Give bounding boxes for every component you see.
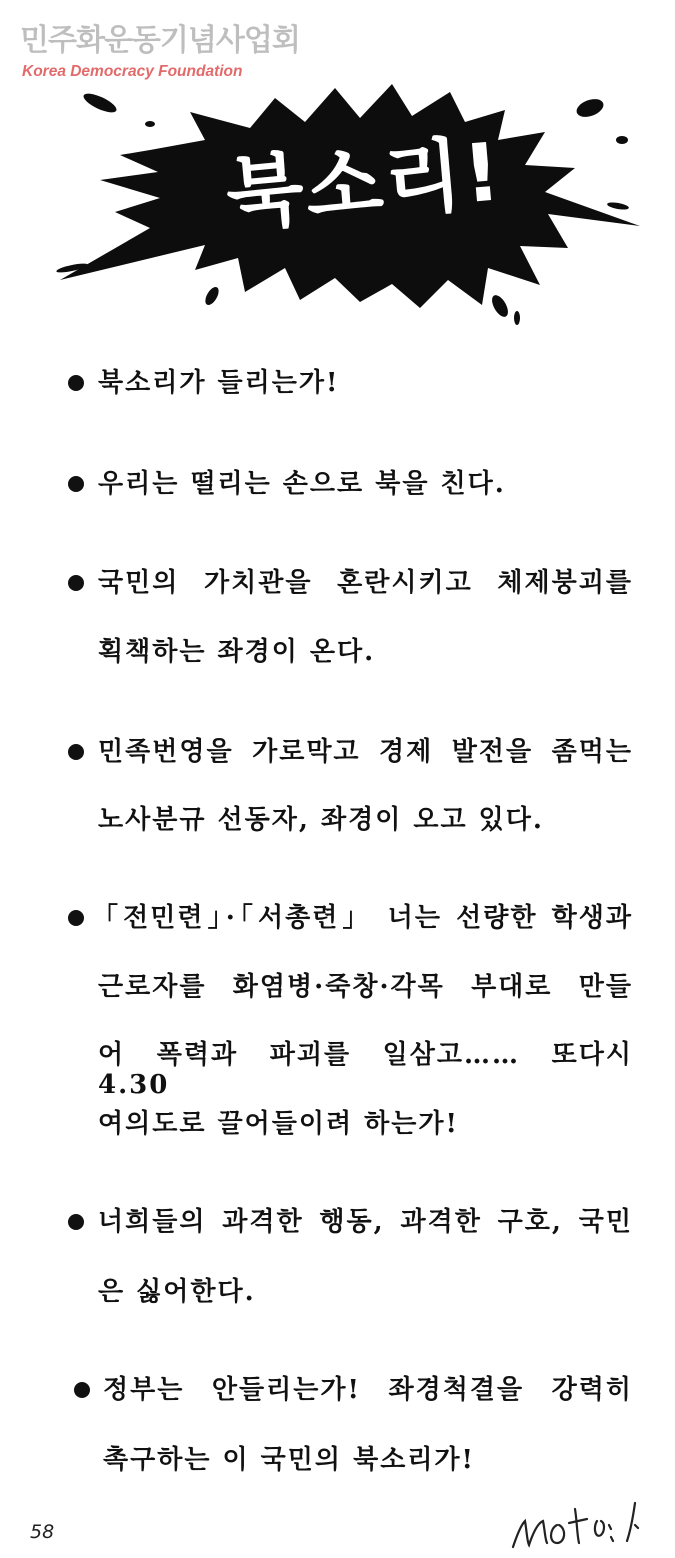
watermark-english: Korea Democracy Foundation (22, 63, 243, 80)
bullet-icon (68, 744, 84, 760)
bullet-icon (74, 1382, 90, 1398)
item-7-line-2: 촉구하는 이 국민의 북소리가! (103, 1445, 475, 1475)
item-5-line-4: 여의도로 끌어들이려 하는가! (98, 1109, 459, 1139)
item-1-line-1: 북소리가 들리는가! (98, 368, 340, 398)
item-5-line-2: 근로자를 화염병·죽창·각목 부대로 만들 (98, 972, 633, 1002)
handwritten-scribble (505, 1495, 655, 1557)
item-7-line-1: 정부는 안들리는가! 좌경척결을 강력히 (103, 1375, 633, 1405)
ink-splatter-drop (203, 285, 222, 307)
ink-splatter-drop (607, 201, 630, 211)
ink-splatter-drop (616, 136, 628, 144)
bullet-icon (68, 375, 84, 391)
ink-splatter-drop (145, 121, 155, 127)
bullet-icon (68, 476, 84, 492)
item-4-line-2: 노사분규 선동자, 좌경이 오고 있다. (98, 805, 544, 835)
item-6-line-2: 은 싫어한다. (98, 1277, 256, 1307)
ink-splatter-drop (81, 90, 119, 116)
item-5-line-3: 어 폭력과 파괴를 일삼고…… 또다시 4.30 (98, 1040, 633, 1100)
page-number: 58 (30, 1521, 55, 1543)
item-4-line-1: 민족번영을 가로막고 경제 발전을 좀먹는 (98, 737, 633, 767)
item-5-line-1: 「전민련」·「서총련」 너는 선량한 학생과 (92, 903, 633, 933)
ink-splatter-drop (489, 293, 511, 320)
bullet-icon (68, 1214, 84, 1230)
bullet-icon (68, 575, 84, 591)
item-3-line-2: 획책하는 좌경이 온다. (98, 637, 376, 667)
item-3-line-1: 국민의 가치관을 혼란시키고 체제붕괴를 (98, 568, 633, 598)
item-2-line-1: 우리는 떨리는 손으로 북을 친다. (98, 469, 506, 499)
item-6-line-1: 너희들의 과격한 행동, 과격한 구호, 국민 (98, 1207, 633, 1237)
splash-title: 북소리! (222, 125, 506, 242)
ink-splatter-drop (574, 96, 606, 121)
ink-splatter-drop (514, 311, 520, 325)
bullet-icon (68, 910, 84, 926)
watermark-korean: 민주화운동기념사업회 (20, 23, 300, 58)
